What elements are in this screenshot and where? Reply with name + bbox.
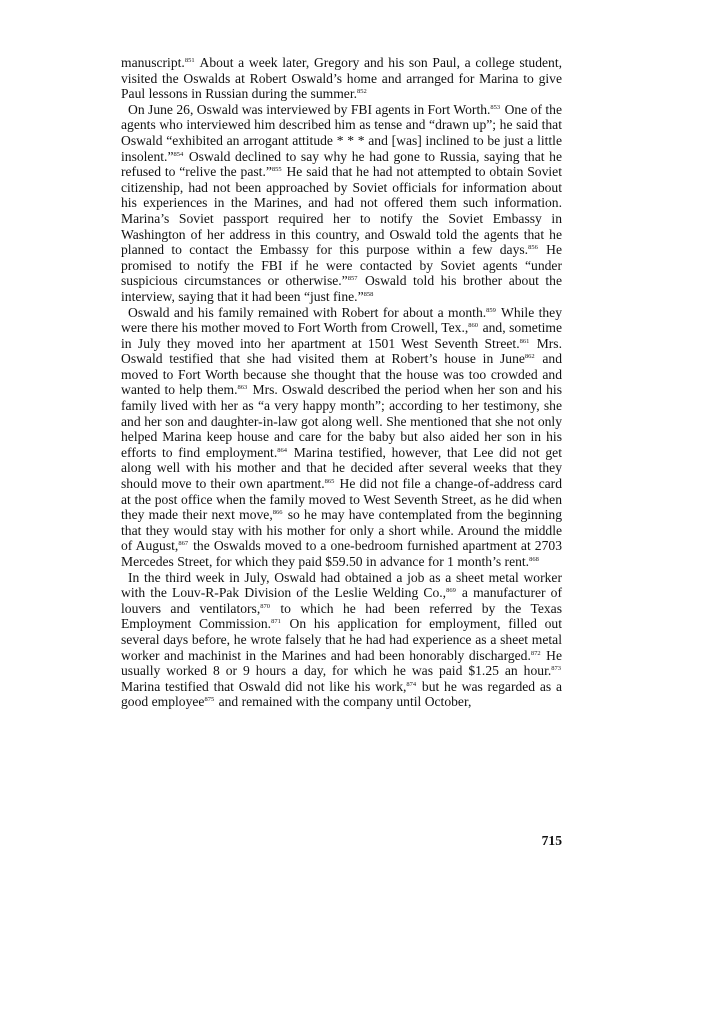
footnote-marker: 864 <box>277 446 287 454</box>
footnote-marker: 869 <box>446 587 456 595</box>
footnote-marker: 858 <box>363 290 374 298</box>
text-segment: In the third week in July, Oswald had obtained a job as a sheet metal worker with the Louv-R-Pak Division of the Leslie Welding Co., <box>121 569 562 601</box>
footnote-marker: 855 <box>271 166 282 174</box>
text-segment: He said that he had not attempted to obtain Soviet citizenship, had not been approached by Soviet officials for information about his experiences in the Marines, and had not offered them such information. Marina’s Soviet passport required her to notify the Soviet Embassy in Washington of her address in this country, and Oswald told the agents that he planned to contact the Embassy for this purpose within a few days. <box>121 164 562 258</box>
text-segment: Mrs. Oswald described the period when her son and his family lived with her as “a very happy month”; according to her testimony, she and her son and daughter-in-law got along well. She mentioned that she not only helped Marina keep house and care for the baby but also aided her son in his efforts to find employment. <box>121 382 562 460</box>
footnote-marker: 865 <box>324 478 335 486</box>
text-segment: so he may have contemplated from the beginning that they would stay with his mother for only a short while. Around the middle of August, <box>121 507 562 554</box>
paragraph <box>121 570 562 710</box>
text-segment: On June 26, Oswald was interviewed by FBI agents in Fort Worth. <box>128 101 491 117</box>
paragraph <box>121 55 562 102</box>
footnote-marker: 853 <box>490 103 501 111</box>
footnote-marker: 870 <box>260 602 270 610</box>
footnote-marker: 857 <box>347 275 358 283</box>
text-segment: but he was regarded as a good employee <box>121 678 562 710</box>
footnote-marker: 860 <box>468 322 479 330</box>
footnote-marker: 862 <box>524 353 535 361</box>
text-segment: a manufacturer of louvers and ventilators, <box>121 585 562 616</box>
text-segment: One of the agents who interviewed him described him as tense and “drawn up”; he said that Oswald “exhibited an arrogant attitude * * * and [was] inclined to be just a little insolent.” <box>121 101 562 164</box>
footnote-marker: 874 <box>406 680 417 688</box>
text-segment: About a week later, Gregory and his son Paul, a college student, visited the Oswalds at Robert Oswald’s home and arranged for Marina to give Paul lessons in Russian during the summer. <box>121 55 562 102</box>
text-segment: to which he had been referred by the Texas Employment Commission. <box>121 600 562 632</box>
footnote-marker: 866 <box>272 509 283 517</box>
paragraph <box>121 102 562 305</box>
text-segment: Oswald declined to say why he had gone to Russia, saying that he refused to “relive the past.” <box>121 148 562 180</box>
footnote-marker: 852 <box>357 88 367 96</box>
text-segment: manuscript. <box>121 55 185 70</box>
footnote-marker: 854 <box>173 150 184 158</box>
paragraph <box>121 305 562 570</box>
text-segment: He promised to notify the FBI if he were contacted by Soviet agents “under suspicious circumstances or otherwise.” <box>121 242 562 289</box>
footnote-marker: 873 <box>551 665 561 673</box>
text-segment: and, sometime in July they moved into her apartment at 1501 West Seventh Street. <box>121 320 562 351</box>
footnote-marker: 863 <box>237 384 248 392</box>
footnote-marker: 868 <box>529 556 539 563</box>
footnote-marker: 875 <box>204 696 215 704</box>
page-number: 715 <box>541 833 562 848</box>
text-segment: Mrs. Oswald testified that she had visited them at Robert’s house in June <box>121 335 562 367</box>
text-segment: Oswald told his brother about the interview, saying that it had been “just fine.” <box>121 273 562 304</box>
footnote-marker: 861 <box>519 337 530 345</box>
footnote-marker: 871 <box>271 618 281 626</box>
body-text <box>121 55 562 710</box>
footnote-marker: 867 <box>178 540 189 548</box>
text-segment: the Oswalds moved to a one-bedroom furnished apartment at 2703 Mercedes Street, for which they paid $59.50 in advance for 1 month’s rent. <box>121 538 562 569</box>
text-segment: and moved to Fort Worth because she thought that the house was too crowded and wanted to help them. <box>121 351 563 398</box>
text-segment: and remained with the company until October, <box>215 694 472 710</box>
text-segment: He did not file a change-of-address card at the post office when the family moved to West Seventh Street, as he did when they made their next move, <box>121 476 562 523</box>
text-segment: On his application for employment, filled out several days before, he wrote falsely that he had had experience as a sheet metal worker and machinist in the Marines and had been honorably discharged. <box>121 616 562 663</box>
footnote-marker: 859 <box>486 306 496 314</box>
text-segment: Marina testified, however, that Lee did not get along well with his mother and that he decided after several weeks that they should move to their own apartment. <box>121 444 562 492</box>
text-segment: While they were there his mother moved to Fort Worth from Crowell, Tex., <box>121 304 562 336</box>
text-segment: Oswald and his family remained with Robert for about a month. <box>128 304 487 320</box>
footnote-marker: 872 <box>530 649 541 657</box>
text-segment: Marina testified that Oswald did not like his work, <box>121 678 407 694</box>
footnote-marker: 856 <box>528 244 538 252</box>
text-segment: He usually worked 8 or 9 hours a day, for which he was paid $1.25 an hour. <box>121 647 563 679</box>
footnote-marker: 851 <box>184 57 195 64</box>
